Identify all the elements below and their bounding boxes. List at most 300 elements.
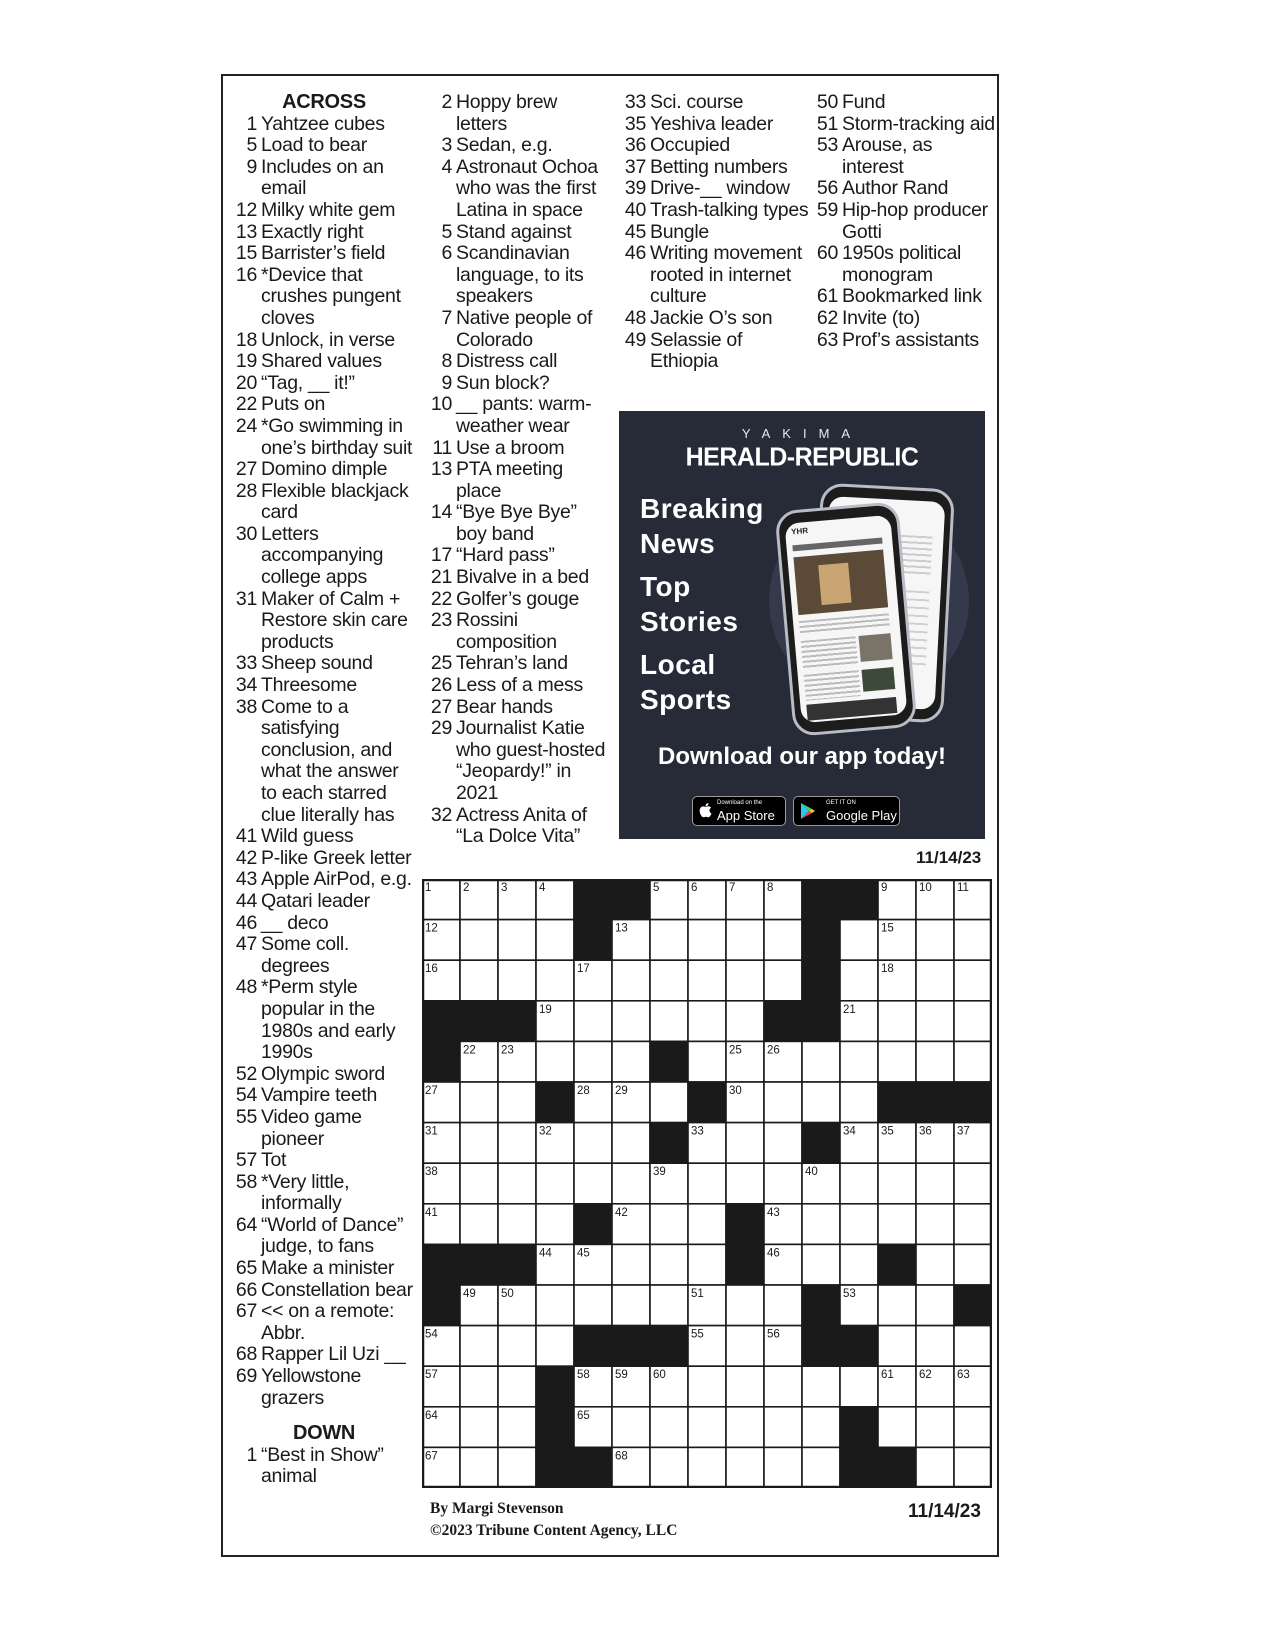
grid-cell[interactable] <box>954 1001 992 1042</box>
clue-text: “World of Dance” judge, to fans <box>261 1213 404 1258</box>
grid-cell[interactable] <box>764 1447 802 1488</box>
grid-cell[interactable] <box>764 960 802 1001</box>
down-clue-22 <box>429 589 607 611</box>
grid-cell[interactable] <box>688 1244 726 1285</box>
clue-text: __ pants: warm-weather wear <box>456 393 592 437</box>
clue-number: 27 <box>430 695 452 718</box>
ad-brand-city: YAKIMA <box>741 426 863 441</box>
grid-cell-number: 6 <box>691 882 698 894</box>
grid-cell[interactable] <box>650 920 688 961</box>
grid-cell-number: 7 <box>729 882 736 894</box>
grid-cell[interactable] <box>460 960 498 1001</box>
grid-cell-number: 13 <box>615 922 628 935</box>
clue-text: Less of a mess <box>456 674 583 697</box>
down-clue-50 <box>815 92 995 114</box>
grid-cell[interactable] <box>498 1204 536 1245</box>
grid-cell[interactable] <box>688 1163 726 1204</box>
down-clue-10 <box>429 394 607 437</box>
across-clue-30 <box>234 524 419 589</box>
grid-cell-number: 16 <box>425 963 438 976</box>
phone-app-tag: YHR <box>790 525 809 537</box>
clue-text: *Device that crushes pungent cloves <box>261 263 401 329</box>
clue-text: Trash-talking types <box>650 198 809 221</box>
grid-cell[interactable] <box>498 1366 536 1407</box>
grid-cell[interactable] <box>688 1447 726 1488</box>
grid-cell[interactable] <box>688 920 726 961</box>
across-clue-41 <box>234 826 419 848</box>
down-clue-list-1 <box>234 1445 419 1488</box>
grid-cell[interactable] <box>574 1163 612 1204</box>
grid-cell[interactable] <box>954 1244 992 1285</box>
grid-cell-number: 32 <box>539 1125 552 1138</box>
grid-cell[interactable] <box>726 1163 764 1204</box>
grid-cell[interactable] <box>726 1285 764 1326</box>
clue-number: 52 <box>235 1062 257 1085</box>
grid-cell[interactable] <box>878 1001 916 1042</box>
across-clue-42 <box>234 848 419 870</box>
clue-text: Stand against <box>456 220 572 243</box>
grid-cell-number: 3 <box>501 882 508 894</box>
grid-block <box>574 1447 612 1488</box>
grid-cell-number: 24 <box>653 1044 666 1057</box>
grid-cell-number: 23 <box>501 1044 514 1057</box>
grid-cell[interactable] <box>764 1407 802 1448</box>
clue-text: Vampire teeth <box>261 1084 378 1107</box>
grid-cell[interactable] <box>840 1244 878 1285</box>
grid-block <box>460 1244 498 1285</box>
grid-cell-number: 65 <box>577 1409 590 1422</box>
grid-block <box>498 1244 536 1285</box>
clue-number: 54 <box>235 1084 257 1107</box>
grid-cell[interactable] <box>878 1326 916 1367</box>
grid-cell[interactable] <box>878 1407 916 1448</box>
clue-number: 1 <box>246 112 257 135</box>
grid-cell[interactable] <box>878 1163 916 1204</box>
grid-cell[interactable] <box>688 960 726 1001</box>
grid-cell-number: 17 <box>577 963 590 976</box>
grid-cell[interactable] <box>726 920 764 961</box>
grid-cell[interactable] <box>802 1447 840 1488</box>
clue-text: Wild guess <box>261 825 354 848</box>
grid-cell[interactable] <box>612 1285 650 1326</box>
grid-cell[interactable] <box>726 960 764 1001</box>
grid-cell-number: 9 <box>881 882 888 894</box>
down-clue-23 <box>429 610 607 653</box>
crossword-grid[interactable] <box>422 879 992 1488</box>
grid-cell[interactable] <box>764 920 802 961</box>
down-clue-7 <box>429 308 607 351</box>
grid-cell[interactable] <box>916 920 954 961</box>
clue-text: Bungle <box>650 220 709 243</box>
down-clue-8 <box>429 351 607 373</box>
grid-cell[interactable] <box>498 1447 536 1488</box>
down-clue-1 <box>234 1445 419 1488</box>
grid-cell[interactable] <box>840 1163 878 1204</box>
across-clue-1 <box>234 114 419 136</box>
clue-number: 69 <box>235 1365 257 1388</box>
clue-number: 60 <box>816 242 838 265</box>
clue-text: Jackie O’s son <box>650 306 773 329</box>
grid-cell-number: 8 <box>767 882 774 894</box>
clue-text: Bivalve in a bed <box>456 566 589 589</box>
grid-cell[interactable] <box>498 960 536 1001</box>
grid-cell[interactable] <box>954 1204 992 1245</box>
grid-cell[interactable] <box>954 920 992 961</box>
grid-block <box>764 1001 802 1042</box>
grid-cell[interactable] <box>764 1285 802 1326</box>
clue-number: 28 <box>235 479 257 502</box>
clue-number: 43 <box>235 868 257 891</box>
clue-number: 48 <box>624 306 646 329</box>
grid-cell[interactable] <box>878 1041 916 1082</box>
grid-cell[interactable] <box>460 1407 498 1448</box>
google-play-icon <box>800 802 816 820</box>
clue-number: 17 <box>430 544 452 567</box>
grid-cell[interactable] <box>840 1366 878 1407</box>
grid-cell-number: 27 <box>425 1085 438 1097</box>
grid-cell[interactable] <box>764 1123 802 1164</box>
grid-cell[interactable] <box>802 1204 840 1245</box>
grid-cell[interactable] <box>726 1447 764 1488</box>
grid-cell[interactable] <box>916 960 954 1001</box>
down-clue-4 <box>429 157 607 222</box>
grid-cell[interactable] <box>954 1407 992 1448</box>
clue-text: “Bye Bye Bye” boy band <box>456 501 577 545</box>
grid-cell-number: 33 <box>691 1125 704 1138</box>
grid-cell[interactable] <box>460 1447 498 1488</box>
grid-cell-number: 64 <box>425 1409 438 1422</box>
clue-number: 41 <box>235 825 257 848</box>
clue-text: Native people of Colorado <box>456 306 593 351</box>
grid-block <box>422 1001 460 1042</box>
grid-cell[interactable] <box>726 1001 764 1042</box>
clue-number: 13 <box>235 220 257 243</box>
grid-block <box>536 1366 574 1407</box>
grid-cell[interactable] <box>802 1244 840 1285</box>
down-clue-63 <box>815 330 995 352</box>
grid-cell[interactable] <box>574 1041 612 1082</box>
grid-block <box>574 879 612 920</box>
grid-cell[interactable] <box>916 1001 954 1042</box>
clue-text: Author Rand <box>842 177 949 200</box>
clue-text: Come to a satisfying conclusion, and what the answer to each starred clue literally has <box>261 695 399 826</box>
grid-cell[interactable] <box>726 1123 764 1164</box>
across-clue-46 <box>234 913 419 935</box>
ad-feature-top-stories <box>640 569 760 639</box>
grid-cell[interactable] <box>916 1285 954 1326</box>
grid-block <box>460 1001 498 1042</box>
grid-cell[interactable] <box>612 960 650 1001</box>
down-clue-14 <box>429 502 607 545</box>
grid-block <box>574 1326 612 1367</box>
grid-cell-number: 47 <box>881 1247 894 1260</box>
clue-number: 53 <box>816 134 838 157</box>
grid-block <box>574 920 612 961</box>
clue-text: Threesome <box>261 674 357 697</box>
clue-text: Prof’s assistants <box>842 328 979 351</box>
clue-number: 59 <box>816 198 838 221</box>
clue-text: *Perm style popular in the 1980s and early 1990s <box>261 976 396 1064</box>
app-store-badge[interactable] <box>692 796 786 826</box>
grid-cell[interactable] <box>688 1204 726 1245</box>
grid-cell[interactable] <box>916 1163 954 1204</box>
grid-cell[interactable] <box>460 1326 498 1367</box>
clue-number: 66 <box>235 1278 257 1301</box>
grid-cell[interactable] <box>536 960 574 1001</box>
grid-cell[interactable] <box>498 1326 536 1367</box>
clue-column-3 <box>623 92 813 373</box>
grid-block <box>802 960 840 1001</box>
across-clue-43 <box>234 869 419 891</box>
across-clue-65 <box>234 1258 419 1280</box>
clue-number: 48 <box>235 976 257 999</box>
clue-number: 39 <box>624 177 646 200</box>
grid-cell[interactable] <box>612 1407 650 1448</box>
grid-cell[interactable] <box>650 1407 688 1448</box>
grid-cell[interactable] <box>498 1082 536 1123</box>
grid-cell[interactable] <box>498 1163 536 1204</box>
across-clue-16 <box>234 265 419 330</box>
grid-block <box>916 1082 954 1123</box>
clue-number: 31 <box>235 587 257 610</box>
across-clue-38 <box>234 697 419 827</box>
across-clue-15 <box>234 243 419 265</box>
grid-cell[interactable] <box>574 1285 612 1326</box>
clue-text: Tot <box>261 1149 287 1172</box>
grid-cell[interactable] <box>802 1407 840 1448</box>
grid-cell[interactable] <box>840 960 878 1001</box>
clue-number: 11 <box>432 436 452 459</box>
grid-cell[interactable] <box>802 1041 840 1082</box>
grid-cell[interactable] <box>612 1244 650 1285</box>
clue-text: Barrister’s field <box>261 242 386 265</box>
grid-block <box>840 879 878 920</box>
across-clue-19 <box>234 351 419 373</box>
clue-number: 4 <box>441 155 452 178</box>
clue-number: 14 <box>430 501 452 524</box>
clue-number: 51 <box>816 112 838 135</box>
grid-cell[interactable] <box>878 1204 916 1245</box>
clue-text: Bookmarked link <box>842 285 982 308</box>
across-clue-44 <box>234 891 419 913</box>
clue-text: “Hard pass” <box>456 544 555 567</box>
grid-cell[interactable] <box>460 920 498 961</box>
puzzle-credits <box>430 1498 677 1542</box>
grid-cell-number: 38 <box>425 1166 438 1179</box>
down-clue-17 <box>429 545 607 567</box>
grid-cell-number: 62 <box>919 1369 932 1382</box>
grid-cell[interactable] <box>688 1366 726 1407</box>
grid-cell[interactable] <box>650 1447 688 1488</box>
clue-text: *Very little, informally <box>261 1170 350 1215</box>
grid-cell[interactable] <box>536 1041 574 1082</box>
clue-text: Make a minister <box>261 1257 395 1280</box>
clue-number: 21 <box>430 566 452 589</box>
clue-text: Actress Anita of “La Dolce Vita” <box>456 803 587 848</box>
grid-cell[interactable] <box>612 1001 650 1042</box>
grid-cell[interactable] <box>650 1001 688 1042</box>
grid-cell-number: 45 <box>577 1247 590 1260</box>
grid-cell-number: 20 <box>805 1003 818 1016</box>
clue-number: 19 <box>235 350 257 373</box>
clue-column-2 <box>429 92 607 848</box>
grid-block <box>878 1082 916 1123</box>
clue-number: 34 <box>235 674 257 697</box>
grid-cell[interactable] <box>726 1407 764 1448</box>
grid-cell[interactable] <box>688 1407 726 1448</box>
grid-cell-number: 1 <box>425 882 432 894</box>
author-credit: By Margi Stevenson <box>430 1500 564 1517</box>
grid-cell[interactable] <box>574 1001 612 1042</box>
clue-text: Selassie of Ethiopia <box>650 328 743 373</box>
clue-text: P-like Greek letter <box>261 846 412 869</box>
clue-number: 45 <box>624 220 646 243</box>
down-clue-list-4 <box>815 92 995 351</box>
down-clue-list-3 <box>623 92 813 373</box>
grid-cell[interactable] <box>916 1041 954 1082</box>
clue-number: 65 <box>235 1257 257 1280</box>
google-play-badge[interactable] <box>793 796 900 826</box>
grid-cell[interactable] <box>612 1163 650 1204</box>
grid-cell-number: 40 <box>805 1166 818 1179</box>
clue-number: 5 <box>441 220 452 243</box>
clue-number: 25 <box>430 652 452 675</box>
grid-cell[interactable] <box>498 920 536 961</box>
grid-cell-number: 60 <box>653 1369 666 1382</box>
down-clue-21 <box>429 567 607 589</box>
grid-cell-number: 31 <box>425 1125 438 1138</box>
grid-cell-number: 44 <box>539 1247 552 1260</box>
grid-cell-number: 34 <box>843 1125 856 1138</box>
across-clue-13 <box>234 222 419 244</box>
grid-cell[interactable] <box>688 1041 726 1082</box>
clue-text: Unlock, in verse <box>261 328 395 351</box>
grid-cell[interactable] <box>726 1326 764 1367</box>
grid-cell[interactable] <box>460 1204 498 1245</box>
grid-cell[interactable] <box>536 1285 574 1326</box>
grid-cell-number: 50 <box>501 1288 514 1300</box>
clue-text: “Tag, __ it!” <box>261 371 355 394</box>
clue-text: Apple AirPod, e.g. <box>261 868 412 891</box>
clue-number: 36 <box>624 134 646 157</box>
grid-cell[interactable] <box>954 1163 992 1204</box>
grid-cell[interactable] <box>954 1326 992 1367</box>
grid-cell[interactable] <box>612 1041 650 1082</box>
clue-number: 35 <box>624 112 646 135</box>
grid-cell[interactable] <box>536 1204 574 1245</box>
grid-cell[interactable] <box>612 1123 650 1164</box>
grid-block <box>422 1244 460 1285</box>
grid-cell[interactable] <box>460 1123 498 1164</box>
grid-cell[interactable] <box>954 1041 992 1082</box>
across-clue-12 <box>234 200 419 222</box>
grid-cell[interactable] <box>802 1366 840 1407</box>
app-store-small-text: Download on the <box>717 800 763 806</box>
grid-cell[interactable] <box>764 1163 802 1204</box>
app-advertisement[interactable] <box>619 411 985 839</box>
grid-cell[interactable] <box>726 1366 764 1407</box>
grid-cell-number: 2 <box>463 882 470 894</box>
grid-cell[interactable] <box>840 1082 878 1123</box>
ad-feature-local-sports <box>640 647 760 717</box>
grid-cell[interactable] <box>460 1082 498 1123</box>
grid-cell[interactable] <box>840 1204 878 1245</box>
grid-cell-number: 26 <box>767 1044 780 1057</box>
down-clue-49 <box>623 330 813 373</box>
grid-cell[interactable] <box>650 1082 688 1123</box>
clue-text: Drive-__ window <box>650 177 790 200</box>
grid-cell[interactable] <box>764 1082 802 1123</box>
down-clue-3 <box>429 135 607 157</box>
grid-cell[interactable] <box>536 1326 574 1367</box>
clue-number: 6 <box>441 242 452 265</box>
down-clue-13 <box>429 459 607 502</box>
grid-cell[interactable] <box>650 1204 688 1245</box>
grid-cell-number: 42 <box>615 1206 628 1219</box>
grid-cell[interactable] <box>536 920 574 961</box>
clue-text: PTA meeting place <box>456 458 563 502</box>
grid-cell[interactable] <box>460 1163 498 1204</box>
clue-number: 47 <box>235 933 257 956</box>
grid-cell[interactable] <box>460 1366 498 1407</box>
grid-cell[interactable] <box>916 1326 954 1367</box>
grid-cell-number: 54 <box>425 1328 438 1341</box>
across-clue-64 <box>234 1215 419 1258</box>
phone-screen <box>784 515 907 723</box>
grid-cell[interactable] <box>916 1204 954 1245</box>
grid-cell[interactable] <box>916 1407 954 1448</box>
grid-cell[interactable] <box>916 1244 954 1285</box>
grid-cell[interactable] <box>650 1285 688 1326</box>
grid-cell[interactable] <box>954 1447 992 1488</box>
across-clue-55 <box>234 1107 419 1150</box>
clue-text: Video game pioneer <box>261 1105 362 1150</box>
grid-cell[interactable] <box>916 1447 954 1488</box>
grid-cell[interactable] <box>536 1163 574 1204</box>
grid-cell-number: 4 <box>539 882 546 894</box>
clue-number: 10 <box>430 393 452 416</box>
across-clue-52 <box>234 1064 419 1086</box>
ad-brand-name: HERALD-REPUBLIC <box>685 442 919 472</box>
ad-feature-label: Breaking News <box>640 493 764 559</box>
grid-cell[interactable] <box>764 1366 802 1407</box>
grid-cell[interactable] <box>688 1001 726 1042</box>
clue-number: 49 <box>624 328 646 351</box>
grid-block <box>802 1326 840 1367</box>
clue-number: 56 <box>816 177 838 200</box>
grid-cell[interactable] <box>840 920 878 961</box>
grid-block <box>498 1001 536 1042</box>
grid-cell[interactable] <box>878 1285 916 1326</box>
clue-number: 44 <box>235 889 257 912</box>
grid-cell[interactable] <box>650 960 688 1001</box>
grid-cell-number: 66 <box>843 1409 856 1422</box>
grid-cell[interactable] <box>498 1123 536 1164</box>
grid-cell[interactable] <box>840 1041 878 1082</box>
clue-text: Betting numbers <box>650 155 788 178</box>
grid-cell-number: 21 <box>843 1003 856 1016</box>
grid-cell[interactable] <box>802 1082 840 1123</box>
ad-feature-breaking-news <box>640 491 780 561</box>
clue-number: 55 <box>235 1105 257 1128</box>
grid-cell-number: 10 <box>919 882 932 894</box>
grid-cell-number: 12 <box>425 922 438 935</box>
grid-cell[interactable] <box>650 1244 688 1285</box>
grid-cell[interactable] <box>954 960 992 1001</box>
grid-cell[interactable] <box>574 1123 612 1164</box>
clue-text: Sci. course <box>650 91 744 113</box>
grid-cell[interactable] <box>498 1407 536 1448</box>
